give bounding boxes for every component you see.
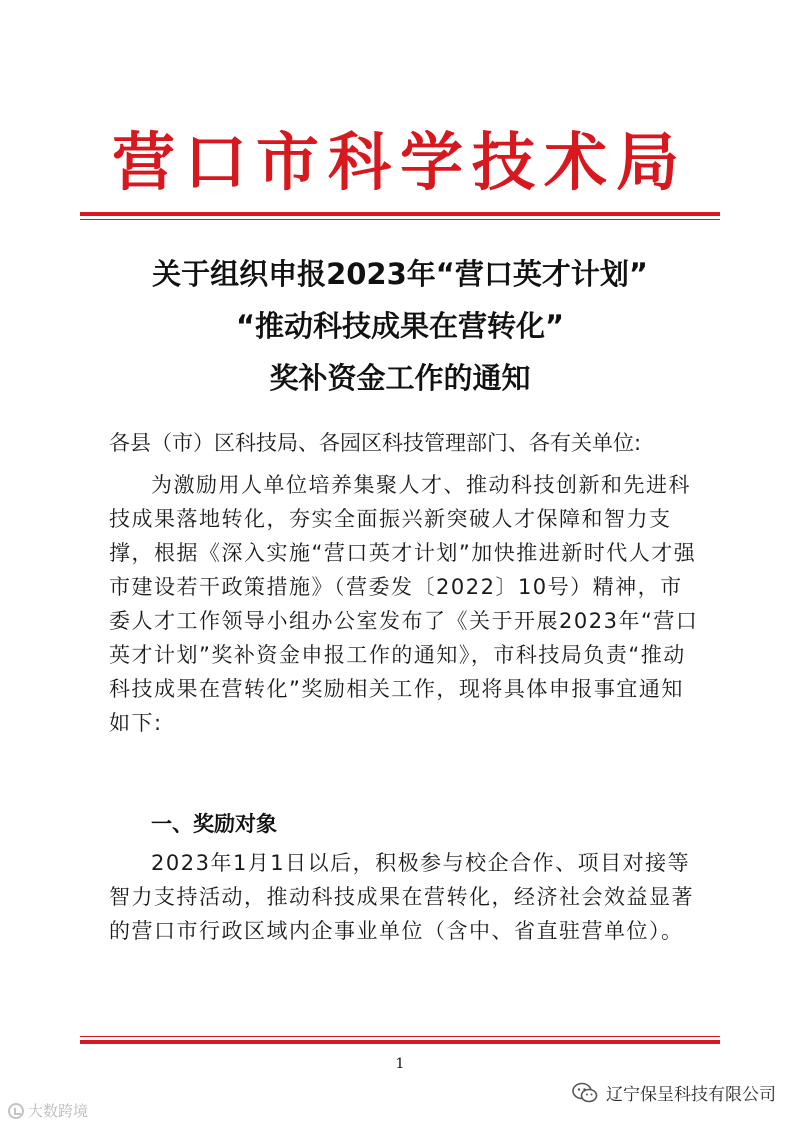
- document-title-line-3: 奖补资金工作的通知: [269, 361, 531, 395]
- watermark-left-text: 大数跨境: [28, 1102, 89, 1120]
- logo-icon: [8, 1103, 24, 1119]
- intro-paragraph: 为激励用人单位培养集聚人才、推动科技创新和先进科技成果落地转化，夯实全面振兴新突破人才保障和智力支撑，根据《深入实施“营口英才计划”加快推进新时代人才强市建设若干政策措施》（营委发〔2022〕10号）精神，市委人才工作领导小组办公室发布了《关于开展2023年“营口英才计划”奖补资金申报工作的通知》，市科技局负责“推动科技成果在营转化”奖励相关工作，现将具体申报事宜通知如下:: [109, 473, 699, 735]
- agency-header: 营口市科学技术局: [112, 125, 688, 199]
- header-rule-thin: [80, 219, 720, 220]
- watermark-left: [8, 1100, 88, 1121]
- salutation: 各县（市）区科技局、各园区科技管理部门、各有关单位:: [109, 431, 642, 455]
- header-rule-thick: [80, 212, 720, 216]
- footer-rule-thin: [80, 1036, 720, 1037]
- section-heading-award-target: 一、奖励对象: [151, 812, 277, 836]
- watermark-right-text: 辽宁保呈科技有限公司: [606, 1085, 776, 1105]
- page-number: 1: [395, 1056, 405, 1072]
- watermark-right: [572, 1080, 776, 1105]
- document-title-line-2: “推动科技成果在营转化”: [235, 309, 565, 343]
- footer-rule-thick: [80, 1040, 720, 1044]
- wechat-icon: [572, 1082, 598, 1104]
- award-target-paragraph: 2023年1月1日以后，积极参与校企合作、项目对接等智力支持活动，推动科技成果在营转化，经济社会效益显著的营口市行政区域内企事业单位（含中、省直驻营单位）。: [109, 851, 694, 943]
- document-title-line-1: 关于组织申报2023年“营口英才计划”: [152, 257, 648, 291]
